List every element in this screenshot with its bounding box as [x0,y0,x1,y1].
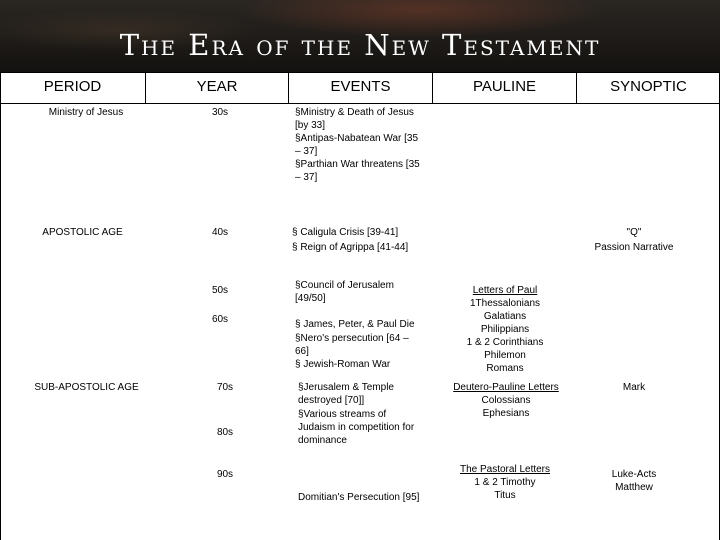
title-banner [0,0,720,72]
synoptic-matthew: Matthew [615,482,653,493]
letter-item: 1Thessalonians [469,298,541,309]
period-subapostolic: SUB-APOSTOLIC AGE [34,382,139,393]
event-caligula-crisis: § Caligula Crisis [39-41] [292,227,399,238]
event-reign-agrippa: § Reign of Agrippa [41-44] [292,242,409,253]
header-synoptic: SYNOPTIC [610,78,687,95]
period-ministry: Ministry of Jesus [48,107,124,118]
pastoral-letters-heading: The Pastoral Letters [459,464,551,475]
year-90s: 90s [216,469,234,480]
pauline-letters-block [440,284,570,375]
letter-item: 1 & 2 Corinthians [466,337,544,348]
event-temple-destroyed: §Jerusalem & Temple destroyed [70]] [298,382,394,406]
year-60s: 60s [211,314,229,325]
synoptic-luke-acts: Luke-Acts [611,469,657,480]
letters-of-paul-heading: Letters of Paul [472,285,538,296]
header-events: EVENTS [330,78,391,95]
letter-item: Romans [486,363,524,374]
letter-item: 1 & 2 Timothy [474,477,536,488]
year-80s: 80s [216,427,234,438]
year-40s: 40s [211,227,229,238]
page-title: The Era of the New Testament [119,28,601,62]
year-50s: 50s [211,285,229,296]
year-30s: 30s [211,107,229,118]
letter-item: Galatians [483,311,527,322]
period-apostolic: APOSTOLIC AGE [42,227,123,238]
header-pauline: PAULINE [472,78,537,95]
deutero-pauline-block [436,381,576,420]
deutero-pauline-heading: Deutero-Pauline Letters [453,382,559,393]
table-header [0,72,720,104]
letter-item: Colossians [481,395,531,406]
letter-item: Philemon [484,350,526,361]
letter-item: Ephesians [482,408,530,419]
synoptic-q: "Q" [626,227,642,238]
event-jewish-roman-war: § Jewish-Roman War [295,359,391,370]
event-domitian-persecution: Domitian's Persecution [95] [298,492,420,503]
event-ministry-death: §Ministry & Death of Jesus [by 33] [295,107,414,131]
event-streams-judaism: §Various streams of Judaism in competition for dominance [298,409,415,446]
event-council-jerusalem: §Council of Jerusalem [49/50] [295,280,394,304]
header-period: PERIOD [43,78,102,95]
pastoral-letters-block [440,463,570,502]
event-antipas-war: §Antipas-Nabatean War [35 – 37] [295,133,419,157]
header-year: YEAR [196,78,238,95]
letter-item: Titus [494,490,516,501]
table-border-left [0,72,1,540]
event-parthian-war: §Parthian War threatens [35 – 37] [295,159,420,183]
event-apostles-die: § James, Peter, & Paul Die [295,319,415,330]
year-70s: 70s [216,382,234,393]
synoptic-passion-narrative: Passion Narrative [594,242,674,253]
synoptic-mark: Mark [622,382,646,393]
event-nero-persecution: §Nero's persecution [64 – 66] [295,333,409,357]
letter-item: Philippians [480,324,530,335]
